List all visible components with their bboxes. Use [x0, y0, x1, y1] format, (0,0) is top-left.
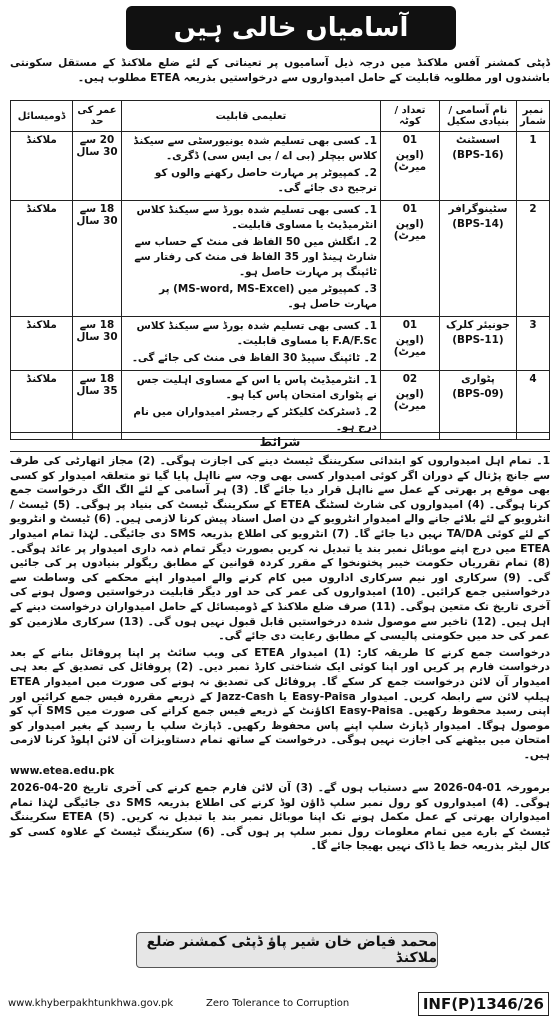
banner-title: آسامیاں خالی ہیں	[126, 6, 456, 50]
domicile-cell: ملاکنڈ	[11, 371, 73, 440]
qual-line: 2۔ کمپیوٹر پر مہارت حاصل رکھنے والوں کو ترجیح دی جائے گی۔	[154, 167, 377, 194]
post-bps: (BPS-09)	[452, 388, 504, 400]
qty: 01	[402, 134, 418, 146]
quota: (اوپن میرٹ)	[393, 334, 427, 358]
table-row	[11, 132, 550, 201]
post-bps: (BPS-14)	[452, 218, 504, 230]
post-name-cell	[439, 371, 516, 440]
qty: 02	[402, 373, 418, 385]
qual-line: 1۔ کسی بھی تسلیم شدہ بورڈ سے سیکنڈ کلاس F.A/F.Sc یا مساوی قابلیت۔	[136, 320, 377, 347]
age-cell: 18 سے 35 سال	[73, 371, 122, 440]
post-name: پٹواری	[461, 373, 495, 385]
qty-cell	[380, 201, 439, 317]
post-name: اسسٹنٹ	[456, 134, 500, 146]
terms-title: شرائط	[10, 432, 550, 452]
qual-cell	[122, 132, 381, 201]
table-row	[11, 317, 550, 371]
header-qty: تعداد / کوٹہ	[380, 101, 439, 132]
domicile-cell: ملاکنڈ	[11, 132, 73, 201]
qty: 01	[402, 203, 418, 215]
application-procedure: درخواست جمع کرنے کا طریقہ کار: (1) امیدوار ETEA کی ویب سائٹ پر اپنا پروفائل بنانے کے بعد درخواست فارم پر کریں اور اپنا کوئی ایک شناختی کارڈ نمبر دیں۔ (2) پروفائل کی تصدیق کے بعد ہی امیدوار آن لائن درخواست جمع کر سکے گا۔ پروفائل کی تصدیق نہ ہونے کی صورت میں امیدوار ETEA ہیلپ لائن سے رابطہ کریں۔ امیدوار Easy-Paisa یا Jazz-Cash کے ذریعے مقررہ فیس جمع کرائیں اور اپنی رسید محفوظ رکھیں۔ Easy-Paisa اکاؤنٹ کے ذریعے فیس جمع کرانے کی صورت میں SMS آپ کو موصول ہوگا۔ امیدوار ڈپازٹ سلپ اپنے پاس محفوظ رکھیں۔ ڈپازٹ سلپ یا رسید کے بغیر امیدوار کو امتحان میں بیٹھنے کی اجازت نہیں ہوگی۔ درخواست کے ساتھ تمام دستاویزات آن لائن اپلوڈ کرنا لازمی ہیں۔	[10, 646, 551, 761]
post-bps: (BPS-16)	[452, 149, 504, 161]
qual-cell	[122, 317, 381, 371]
intro-paragraph: ڈپٹی کمشنر آفس ملاکنڈ میں درجہ ذیل آسامیوں پر تعیناتی کے لئے ضلع ملاکنڈ کے مستقل سکونتی باشندوں اور مطلوبہ قابلیت کے حامل امیدواروں سے درخواستیں بذریعہ ETEA مطلوب ہیں۔	[10, 57, 550, 84]
qty: 01	[402, 319, 418, 331]
age-cell: 18 سے 30 سال	[73, 317, 122, 371]
footer-website-link[interactable]: www.khyberpakhtunkhwa.gov.pk	[8, 998, 174, 1009]
row-no: 1	[516, 132, 549, 201]
quota: (اوپن میرٹ)	[393, 388, 427, 412]
qty-cell	[380, 371, 439, 440]
qual-cell	[122, 201, 381, 317]
table-header-row	[11, 101, 550, 132]
qual-line: 2۔ انگلش میں 50 الفاظ فی منٹ کے حساب سے شارٹ ہینڈ اور 35 الفاظ فی منٹ کی رفتار سے ٹائپنگ پر مہارت حاصل ہو۔	[134, 236, 377, 278]
footer	[6, 982, 553, 1022]
domicile-cell: ملاکنڈ	[11, 317, 73, 371]
header-name: نام آسامی / بنیادی سکیل	[439, 101, 516, 132]
row-no: 3	[516, 317, 549, 371]
qty-cell	[380, 132, 439, 201]
terms-block	[10, 454, 550, 856]
advertisement-reference: INF(P)1346/26	[418, 992, 549, 1016]
qual-line: 1۔ انٹرمیڈیٹ پاس یا اس کے مساوی اہلیت جس نے پٹواری امتحان پاس کیا ہو۔	[136, 374, 377, 401]
footer-slogan: Zero Tolerance to Corruption	[206, 998, 350, 1009]
post-name: سٹینوگرافر	[448, 203, 508, 215]
qty-cell	[380, 317, 439, 371]
qual-line: 1۔ کسی بھی تسلیم شدہ یونیورسٹی سے سیکنڈ کلاس بیچلر (بی اے / بی ایس سی) ڈگری۔	[133, 135, 377, 162]
terms-paragraph: 1۔ تمام اہل امیدواروں کو ابتدائی سکریننگ ٹیسٹ دینے کی اجازت ہوگی۔ (2) مجاز اتھارٹی کی طرف سے جانچ پڑتال کے دوران اگر کوئی امیدوار کسی بھی وجہ سے نااہل پایا گیا تو متعلقہ امیدوار کو کسی بھی موقع پر بھرتی کے عمل سے نااہل قرار دیا جائے گا۔ (3) ہر آسامی کے لئے الگ الگ درخواست جمع کرنا ہوگی۔ (4) امیدواروں کی شارٹ لسٹنگ ETEA کے سکریننگ ٹیسٹ کی بنیاد پر ہوگی۔ (5) ٹیسٹ / انٹرویو کے لئے بلائے جانے والے امیدوار انٹرویو کے دن اصل اسناد پیش کرنا لازمی ہیں۔ (6) ٹیسٹ و انٹرویو کے لئے کوئی TA/DA نہیں دیا جائے گا۔ (7) انٹرویو کی اطلاع بذریعہ SMS دی جائیگی۔ لہٰذا تمام امیدوار ETEA میں درج اپنے موبائل نمبر بند یا تبدیل نہ کریں بصورت دیگر تمام ذمہ داری امیدوار پر عائد ہوگی۔ (8) تمام تقرریاں حکومت خیبر پختونخوا کے مقرر کردہ قوانین کے مطابق ریگولر بنیادوں پر کی جائیں گی۔ (9) سرکاری اور نیم سرکاری اداروں میں کام کرنے والے امیدوار اپنے محکمے کی وساطت سے درخواستیں جمع کرائیں۔ (10) امیدواروں کی عمر کی حد اور دیگر قابلیت درخواستیں وصول ہونے کی آخری تاریخ تک متعین ہوگی۔ (11) صرف ضلع ملاکنڈ کے ڈومیسائل کے حامل امیدواران درخواست دینے کے اہل ہیں۔ (12) تاخیر سے موصول شدہ درخواستیں قابل قبول نہیں ہوں گی۔ (13) سرکاری ملازمین کو عمر کی حد میں حکومتی پالیسی کے مطابق رعایت دی جائے گی۔	[10, 455, 551, 643]
schedule-paragraph: برمورخہ 01-04-2026 سے دستیاب ہوں گے۔ (3) آن لائن فارم جمع کرنے کی آخری تاریخ 20-04-2026 ہوگی۔ (4) امیدواروں کو رول نمبر سلپ ڈاؤن لوڈ کرنے کی اطلاع بذریعہ SMS دی جائیگی لہٰذا تمام امیدواران بھرتی کے عمل مکمل ہونے تک اپنا موبائل نمبر بند یا تبدیل نہ کریں۔ (5) ETEA سکریننگ ٹیسٹ کے بارے میں تمام معلومات رول نمبر سلپ پر ہوں گی۔ (6) سکریننگ ٹیسٹ کے علاوہ کسی کو کال لیٹر بذریعہ خط یا ڈاک نہیں بھیجا جائے گا۔	[10, 782, 551, 853]
post-name-cell	[439, 201, 516, 317]
domicile-cell: ملاکنڈ	[11, 201, 73, 317]
table-row	[11, 201, 550, 317]
qual-cell	[122, 371, 381, 440]
etea-website-link[interactable]: www.etea.edu.pk	[10, 765, 115, 778]
quota: (اوپن میرٹ)	[393, 218, 427, 242]
post-name-cell	[439, 317, 516, 371]
qual-line: 1۔ کسی بھی تسلیم شدہ بورڈ سے سیکنڈ کلاس انٹرمیڈیٹ یا مساوی قابلیت۔	[136, 204, 377, 231]
age-cell: 20 سے 30 سال	[73, 132, 122, 201]
age-cell: 18 سے 30 سال	[73, 201, 122, 317]
header-no: نمبر شمار	[516, 101, 549, 132]
row-no: 4	[516, 371, 549, 440]
signature-stamp: محمد فیاض خان شیر پاؤ ڈپٹی کمشنر ضلع ملاکنڈ	[136, 932, 438, 968]
table-row	[11, 371, 550, 440]
qual-line: 3۔ کمپیوٹر میں (MS-word, MS-Excel) پر مہارت حاصل ہو۔	[159, 283, 377, 310]
header-dom: ڈومیسائل	[11, 101, 73, 132]
header-age: عمر کی حد	[73, 101, 122, 132]
posts-table	[10, 100, 550, 440]
post-name: جونیئر کلرک	[446, 319, 510, 331]
quota: (اوپن میرٹ)	[393, 149, 427, 173]
qual-line: 2۔ ڈسٹرکٹ کلیکٹر کے رجسٹر امیدواران میں نام درج ہو۔	[133, 406, 377, 433]
header-qual: تعلیمی قابلیت	[122, 101, 381, 132]
post-name-cell	[439, 132, 516, 201]
advertisement-page	[6, 4, 553, 1020]
post-bps: (BPS-11)	[452, 334, 504, 346]
row-no: 2	[516, 201, 549, 317]
qual-line: 2۔ ٹائپنگ سپیڈ 30 الفاظ فی منٹ کی جائے گی۔	[131, 352, 377, 364]
